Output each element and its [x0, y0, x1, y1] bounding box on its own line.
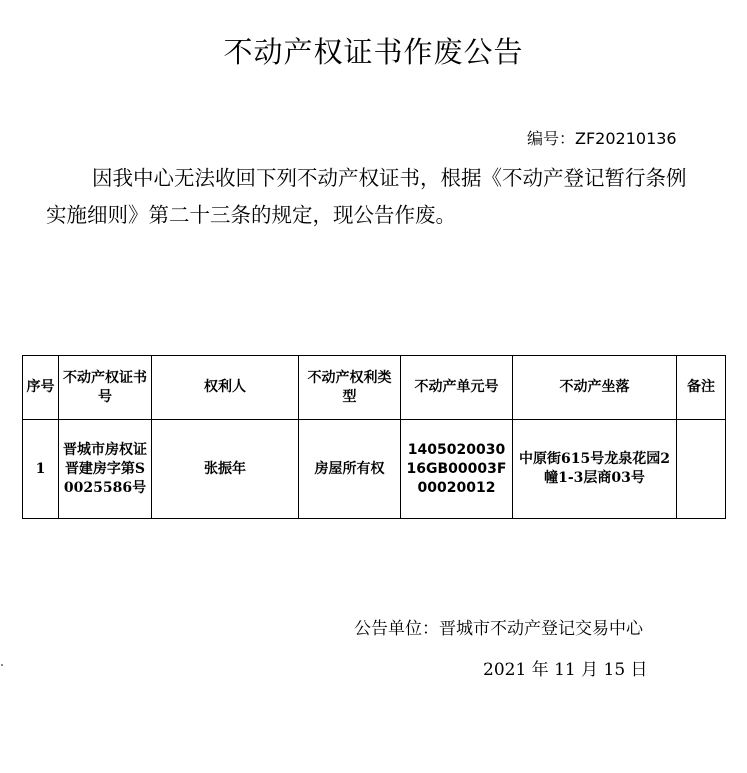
notice-body-text: 因我中心无法收回下列不动产权证书，根据《不动产登记暂行条例实施细则》第二十三条的规定，现公告作废。	[46, 166, 687, 227]
header-seq: 序号	[23, 356, 59, 420]
table-header-row	[23, 356, 726, 420]
document-number: 编号：ZF20210136	[527, 129, 677, 148]
cell-remarks	[677, 420, 726, 519]
cell-right-type: 房屋所有权	[299, 420, 401, 519]
header-owner: 权利人	[152, 356, 299, 420]
notice-title: 不动产权证书作废公告	[223, 35, 524, 69]
header-location: 不动产坐落	[513, 356, 677, 420]
cell-cert-no: 晋城市房权证晋建房字第S0025586号	[59, 420, 152, 519]
cell-location: 中原街615号龙泉花园2幢1-3层商03号	[513, 420, 677, 519]
header-cert-no: 不动产权证书号	[59, 356, 152, 420]
issuing-organization: 公告单位：晋城市不动产登记交易中心	[354, 619, 643, 639]
table-row	[23, 420, 726, 519]
cell-unit-no: 140502003016GB00003F00020012	[401, 420, 513, 519]
header-remarks: 备注	[677, 356, 726, 420]
margin-mark	[1, 664, 3, 666]
notice-date: 2021 年 11 月 15 日	[483, 660, 648, 680]
cell-owner: 张振年	[152, 420, 299, 519]
voided-certificates-table	[22, 355, 726, 519]
header-unit-no: 不动产单元号	[401, 356, 513, 420]
cell-seq: 1	[23, 420, 59, 519]
header-right-type: 不动产权利类型	[299, 356, 401, 420]
